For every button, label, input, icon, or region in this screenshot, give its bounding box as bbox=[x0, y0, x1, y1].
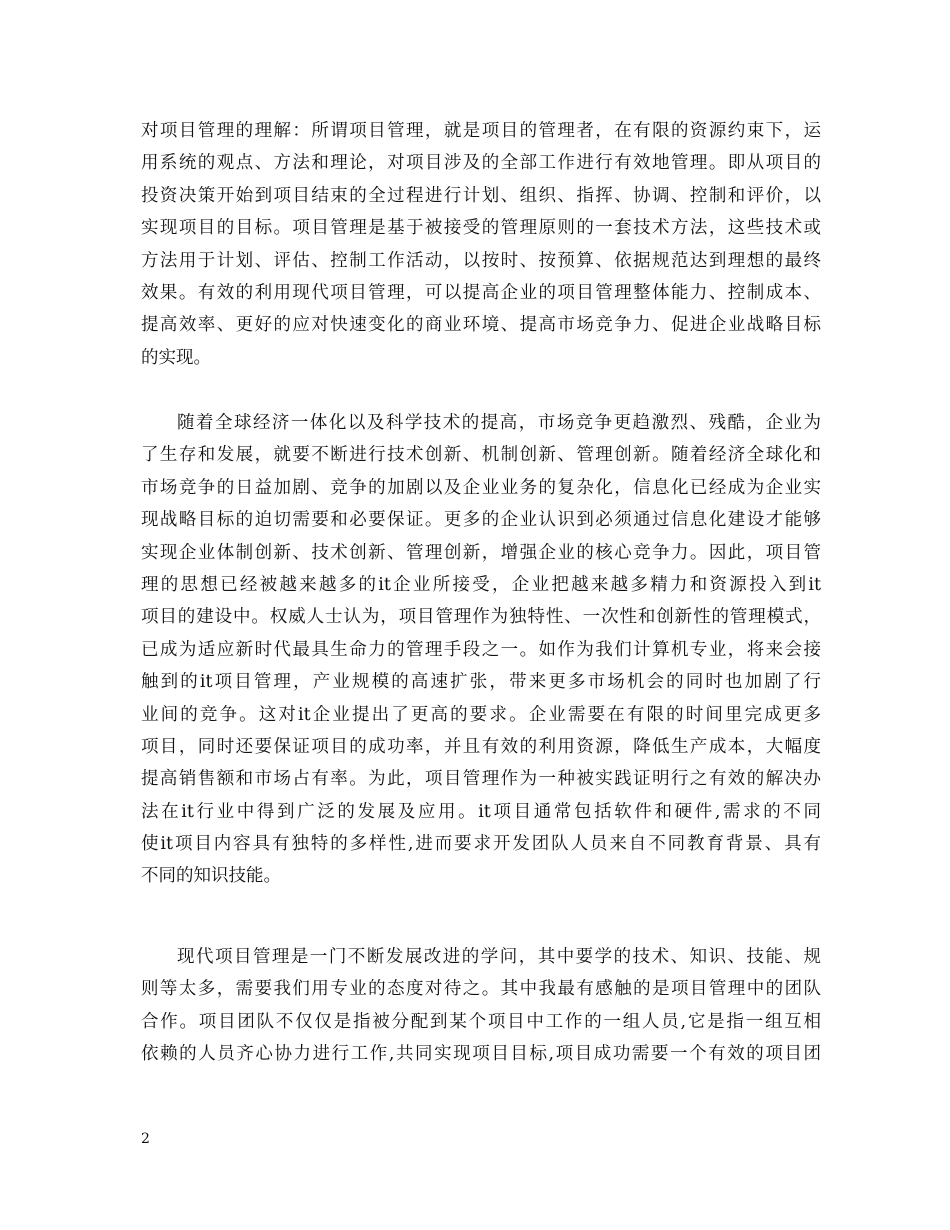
text-line: 了生存和发展，就要不断进行技术创新、机制创新、管理创新。随着经济全球化和 bbox=[141, 445, 821, 466]
paragraph-globalization-and-it bbox=[141, 407, 821, 893]
text-line: 实现企业体制创新、技术创新、管理创新，增强企业的核心竞争力。因此，项目管 bbox=[141, 542, 821, 563]
text-line: 则等太多，需要我们用专业的态度对待之。其中我最有感触的是项目管理中的团队 bbox=[141, 979, 821, 1000]
text-line: 提高效率、更好的应对快速变化的商业环境、提高市场竞争力、促进企业战略目标 bbox=[141, 315, 821, 336]
paragraph-project-management-definition bbox=[141, 115, 821, 374]
text-line: 不同的知识技能。 bbox=[141, 866, 281, 887]
text-line: 已成为适应新时代最具生命力的管理手段之一。如作为我们计算机专业，将来会接 bbox=[141, 639, 821, 660]
text-line: 项目的建设中。权威人士认为，项目管理作为独特性、一次性和创新性的管理模式， bbox=[141, 607, 821, 628]
text-line: 投资决策开始到项目结束的全过程进行计划、组织、指挥、协调、控制和评价，以 bbox=[141, 185, 821, 206]
text-line: 依赖的人员齐心协力进行工作,共同实现项目目标,项目成功需要一个有效的项目团 bbox=[141, 1044, 821, 1065]
text-line: 效果。有效的利用现代项目管理，可以提高企业的项目管理整体能力、控制成本、 bbox=[141, 282, 821, 303]
text-line: 业间的竞争。这对it企业提出了更高的要求。企业需要在有限的时间里完成更多 bbox=[141, 704, 821, 725]
text-line: 实现项目的目标。项目管理是基于被接受的管理原则的一套技术方法，这些技术或 bbox=[141, 218, 821, 239]
text-line: 现战略目标的迫切需要和必要保证。更多的企业认识到必须通过信息化建设才能够 bbox=[141, 510, 821, 531]
paragraph-team-cooperation bbox=[141, 941, 821, 1071]
text-line: 现代项目管理是一门不断发展改进的学问，其中要学的技术、知识、技能、规 bbox=[177, 947, 821, 967]
text-line: 合作。项目团队不仅仅是指被分配到某个项目中工作的一组人员,它是指一组互相 bbox=[141, 1011, 821, 1032]
text-line: 对项目管理的理解：所谓项目管理，就是项目的管理者，在有限的资源约束下，运 bbox=[141, 121, 821, 141]
text-line: 市场竞争的日益加剧、竞争的加剧以及企业业务的复杂化，信息化已经成为企业实 bbox=[141, 477, 821, 498]
text-line: 随着全球经济一体化以及科学技术的提高，市场竞争更趋激烈、残酷，企业为 bbox=[177, 413, 821, 433]
text-line: 项目，同时还要保证项目的成功率，并且有效的利用资源，降低生产成本，大幅度 bbox=[141, 736, 821, 757]
text-line: 使it项目内容具有独特的多样性,进而要求开发团队人员来自不同教育背景、具有 bbox=[141, 834, 821, 855]
text-line: 理的思想已经被越来越多的it企业所接受，企业把越来越多精力和资源投入到it bbox=[141, 574, 821, 595]
text-line: 法在it行业中得到广泛的发展及应用。it项目通常包括软件和硬件,需求的不同 bbox=[141, 801, 821, 822]
text-line: 触到的it项目管理，产业规模的高速扩张，带来更多市场机会的同时也加剧了行 bbox=[141, 672, 821, 693]
text-line: 提高销售额和市场占有率。为此，项目管理作为一种被实践证明行之有效的解决办 bbox=[141, 769, 821, 790]
text-line: 用系统的观点、方法和理论，对项目涉及的全部工作进行有效地管理。即从项目的 bbox=[141, 153, 821, 174]
page-number: 2 bbox=[141, 1131, 150, 1147]
text-line: 的实现。 bbox=[141, 347, 211, 368]
text-line: 方法用于计划、评估、控制工作活动，以按时、按预算、依据规范达到理想的最终 bbox=[141, 250, 821, 271]
